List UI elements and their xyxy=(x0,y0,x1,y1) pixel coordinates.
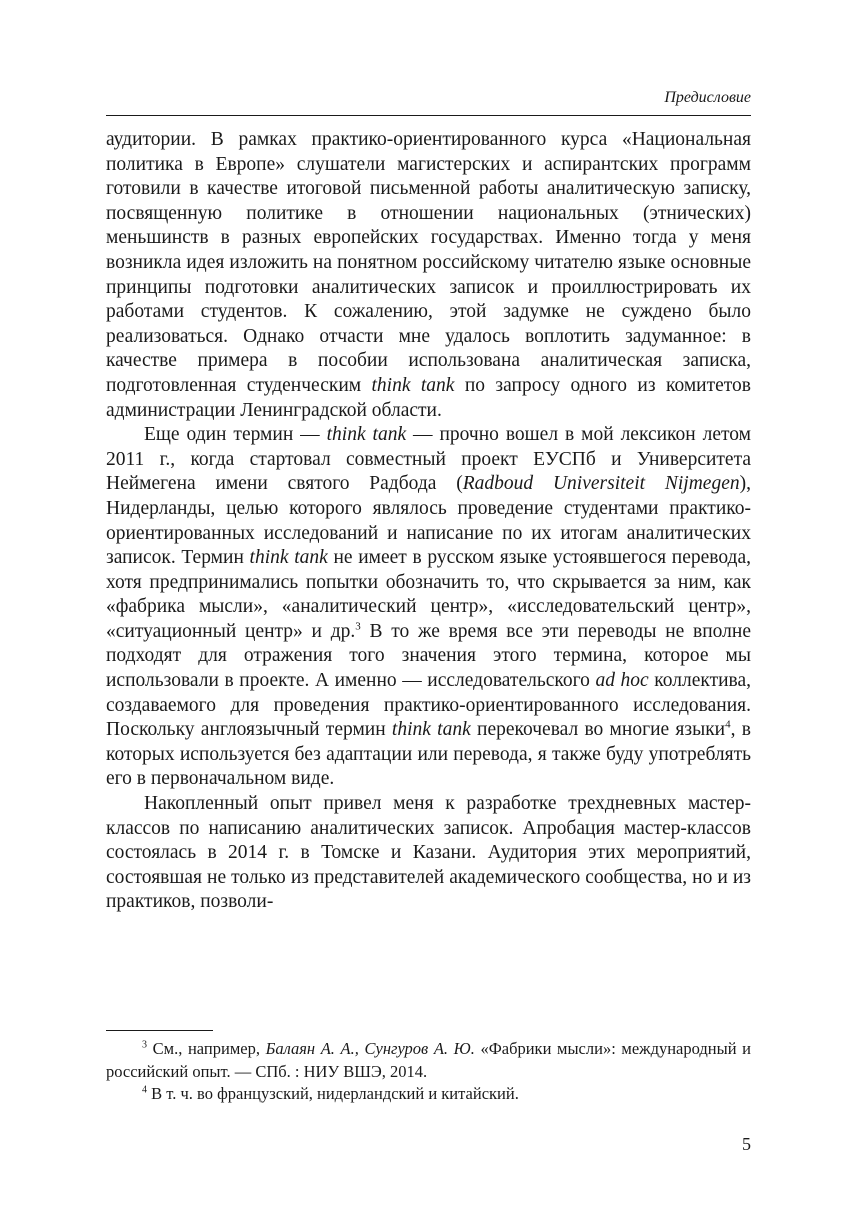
text-run: См., например, xyxy=(152,1039,266,1058)
paragraph xyxy=(106,128,751,423)
footnote-number: 4 xyxy=(142,1084,147,1096)
footnote xyxy=(106,1083,751,1106)
italic-term: think tank xyxy=(249,547,328,569)
text-run: — прочно вошел в мой лексикон летом 2011 г., когда стартовал совместный проект ЕУСПб и Университета Неймегена имени святого Радбода ( xyxy=(106,424,751,495)
footnote-rule xyxy=(106,1030,213,1031)
italic-authors: Балаян А. А., Сунгуров А. Ю. xyxy=(265,1039,475,1058)
text-run: коллектива, создаваемого для проведения практико-ориентированного исследования. Поскольку англоязычный термин xyxy=(106,670,752,741)
italic-term: think tank xyxy=(371,374,455,396)
text-run: по запросу одного из комитетов администрации Ленинградской области. xyxy=(106,374,751,421)
footnote-number: 3 xyxy=(142,1039,147,1051)
page-number: 5 xyxy=(742,1134,751,1154)
italic-term: think tank xyxy=(391,719,471,741)
text-run: Еще один термин — xyxy=(144,424,327,446)
paragraph xyxy=(106,423,751,792)
italic-term: ad hoc xyxy=(595,670,649,692)
footnote-ref[interactable]: 4 xyxy=(725,718,731,731)
running-head: Предисловие xyxy=(664,89,751,106)
text-run: аудитории. В рамках практико-ориентированного курса «Национальная политика в Европе» слушатели магистерских и аспирантских программ готовили в качестве итоговой письменной работы аналитическую записку, посвященную политике в отношении национальных (этнических) меньшинств в разных европейских государствах. Именно тогда у меня возникла идея изложить на понятном российскому читателю языке основные принципы подготовки аналитических записок и проиллюстрировать их работами студентов. К сожалению, этой задумке не суждено было реализоваться. Однако отчасти мне удалось воплотить задуманное: в качестве примера в пособии использована аналитическая записка, подготовленная студенческим xyxy=(106,129,751,396)
text-run: ), Нидерланды, целью которого являлось проведение студентами практико-ориентированных исследований и написание по их итогам аналитических записок. Термин xyxy=(106,473,751,569)
text-run: не имеет в русском языке устоявшегося перевода, хотя предпринимались попытки обозначить то, что скрывается за ним, как «фабрика мысли», «аналитический центр», «исследовательский центр», «ситуационный центр» и др. xyxy=(106,547,751,642)
italic-term: think tank xyxy=(326,424,407,446)
text-run: перекочевал во многие языки xyxy=(470,719,726,741)
footnote xyxy=(106,1038,751,1083)
body-text xyxy=(106,128,751,915)
text-run: В т. ч. во французский, нидерландский и китайский. xyxy=(151,1084,519,1103)
footnote-ref[interactable]: 3 xyxy=(355,620,361,633)
paragraph xyxy=(106,792,751,915)
text-run: В то же время все эти переводы не вполне подходят для отражения того значения этого термина, которое мы использовали в проекте. А именно — исследовательского xyxy=(106,620,751,692)
text-run: Накопленный опыт привел меня к разработке трехдневных мастер-классов по написанию аналитических записок. Апробация мастер-классов состоялась в 2014 г. в Томске и Казани. Аудитория этих мероприятий, состоявшая не только из представителей академического сообщества, но и из практиков, позволи- xyxy=(106,793,751,913)
text-run: , в которых используется без адаптации или перевода, я также буду употреблять его в первоначальном виде. xyxy=(106,719,751,790)
footnotes xyxy=(106,1038,751,1106)
italic-term: Radboud Universiteit Nijmegen xyxy=(462,473,740,495)
text-run: «Фабрики мысли»: международный и российский опыт. — СПб. : НИУ ВШЭ, 2014. xyxy=(106,1039,752,1081)
header-rule xyxy=(106,115,751,116)
